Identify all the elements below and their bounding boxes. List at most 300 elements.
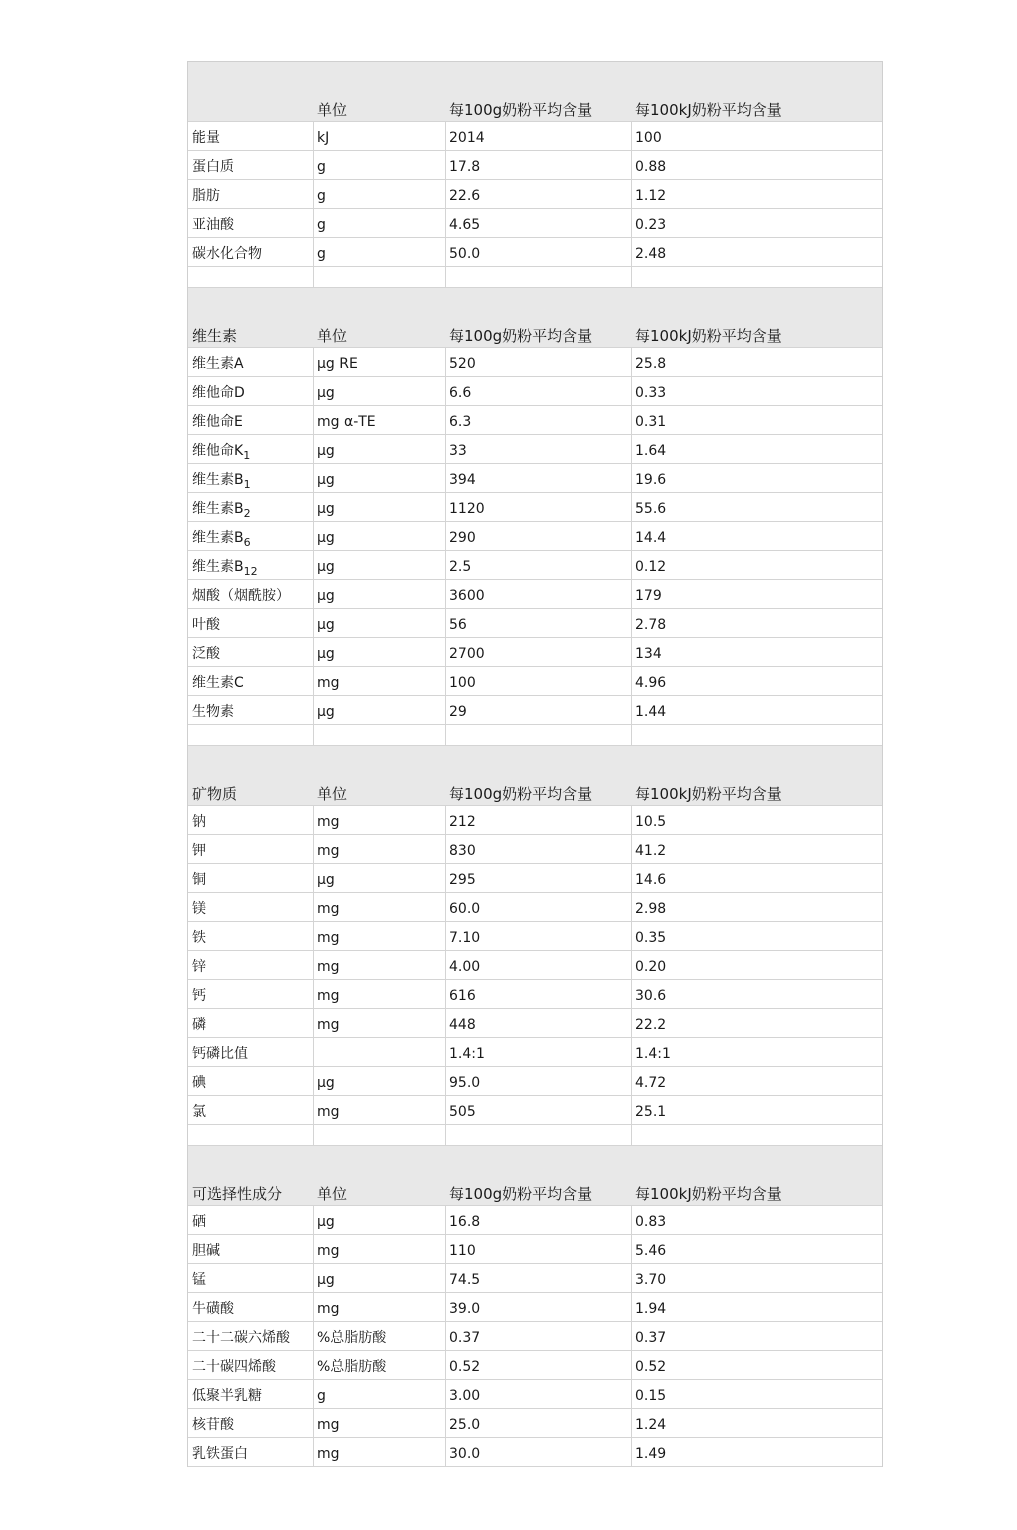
value-cell: 6.3 [449,414,472,430]
unit-cell: μg [317,559,335,575]
value-cell: 830 [449,843,476,859]
header-cell: 单位 [317,101,348,119]
column-divider [313,238,314,266]
column-divider [631,406,632,434]
column-divider [313,1293,314,1321]
column-divider [631,180,632,208]
column-divider [631,348,632,376]
column-divider [313,493,314,521]
table-row [188,835,882,864]
column-divider [445,238,446,266]
table-row [188,1380,882,1409]
unit-cell: mg [317,930,340,946]
value-cell: 17.8 [449,159,481,175]
header-cell: 每100kJ奶粉平均含量 [635,101,782,119]
column-divider [313,580,314,608]
unit-cell: g [317,1388,326,1404]
value-cell: 394 [449,472,476,488]
column-divider [631,806,632,834]
column-divider [313,180,314,208]
nutrient-name: 亚油酸 [192,217,234,233]
value-cell: 4.72 [635,1075,667,1091]
nutrient-name: 核苷酸 [192,1417,234,1433]
table-row [188,1438,882,1467]
column-divider [313,696,314,724]
unit-cell: μg [317,443,335,459]
column-divider [631,1096,632,1124]
table-row [188,435,882,464]
value-cell: 212 [449,814,476,830]
table-row [188,1322,882,1351]
column-divider [445,267,446,287]
value-cell: 25.8 [635,356,667,372]
column-divider [631,580,632,608]
table-row [188,1067,882,1096]
column-divider [631,267,632,287]
header-cell: 单位 [317,327,348,345]
column-divider [631,209,632,237]
value-cell: 3600 [449,588,485,604]
unit-cell: μg [317,530,335,546]
spacer-row [188,267,882,288]
column-divider [631,1125,632,1145]
table-row [188,1235,882,1264]
value-cell: 22.2 [635,1017,667,1033]
table-row [188,980,882,1009]
table-row [188,893,882,922]
column-divider [313,922,314,950]
table-row [188,151,882,180]
unit-cell: μg [317,872,335,888]
unit-cell: μg RE [317,356,358,372]
value-cell: 0.83 [635,1214,667,1230]
column-divider [313,435,314,463]
table-row [188,1409,882,1438]
column-divider [631,1206,632,1234]
value-cell: 0.52 [449,1359,481,1375]
column-divider [445,806,446,834]
value-cell: 6.6 [449,385,472,401]
value-cell: 39.0 [449,1301,481,1317]
column-divider [631,864,632,892]
column-divider [313,980,314,1008]
column-divider [313,1322,314,1350]
unit-cell: mg [317,1243,340,1259]
column-divider [631,1293,632,1321]
column-divider [445,667,446,695]
nutrient-name: 硒 [192,1214,206,1230]
table-row [188,1096,882,1125]
unit-cell: μg [317,1214,335,1230]
value-cell: 1.64 [635,443,667,459]
column-divider [445,151,446,179]
header-cell: 可选择性成分 [192,1185,283,1203]
column-divider [631,151,632,179]
column-divider [445,1351,446,1379]
value-cell: 134 [635,646,662,662]
column-divider [313,151,314,179]
column-divider [313,522,314,550]
column-divider [631,1235,632,1263]
value-cell: 0.88 [635,159,667,175]
column-divider [313,406,314,434]
nutrient-name: 生物素 [192,704,234,720]
value-cell: 4.65 [449,217,481,233]
nutrient-name: 维生素$B_2$ [192,501,251,520]
value-cell: 100 [635,130,662,146]
column-divider [445,435,446,463]
unit-cell: mg [317,1301,340,1317]
value-cell: 1.4:1 [449,1046,485,1062]
table-row [188,238,882,267]
column-divider [631,464,632,492]
nutrient-name: 磷 [192,1017,206,1033]
value-cell: 0.12 [635,559,667,575]
column-divider [445,1096,446,1124]
value-cell: 448 [449,1017,476,1033]
header-cell: 每100kJ奶粉平均含量 [635,785,782,803]
column-divider [445,696,446,724]
column-divider [445,493,446,521]
column-divider [631,122,632,150]
nutrient-name: 碳水化合物 [192,246,262,262]
column-divider [445,835,446,863]
nutrient-name: 维生素$B_1$ [192,472,251,491]
value-cell: 295 [449,872,476,888]
header-cell: 单位 [317,785,348,803]
spacer-row [188,1125,882,1146]
nutrient-name: 维生素$B_{12}$ [192,559,258,578]
column-divider [445,1067,446,1095]
value-cell: 2.48 [635,246,667,262]
value-cell: 25.0 [449,1417,481,1433]
column-divider [445,348,446,376]
spacer-row [188,725,882,746]
table-row [188,1206,882,1235]
value-cell: 1.44 [635,704,667,720]
header-cell: 单位 [317,1185,348,1203]
column-divider [445,1380,446,1408]
column-divider [313,806,314,834]
unit-cell: mg [317,1017,340,1033]
column-divider [313,1067,314,1095]
column-divider [313,864,314,892]
value-cell: 60.0 [449,901,481,917]
table-row [188,638,882,667]
value-cell: 10.5 [635,814,667,830]
table-row [188,1038,882,1067]
table-row [188,377,882,406]
nutrient-name: 能量 [192,130,220,146]
column-divider [313,377,314,405]
nutrition-table [187,61,883,1467]
value-cell: 1.12 [635,188,667,204]
nutrient-name: 脂肪 [192,188,220,204]
column-divider [631,1351,632,1379]
nutrient-name: 乳铁蛋白 [192,1446,248,1462]
value-cell: 41.2 [635,843,667,859]
value-cell: 7.10 [449,930,481,946]
column-divider [631,1009,632,1037]
column-divider [313,951,314,979]
value-cell: 1.24 [635,1417,667,1433]
value-cell: 179 [635,588,662,604]
column-divider [445,209,446,237]
column-divider [313,638,314,666]
column-divider [631,522,632,550]
nutrient-name: 维生素C [192,675,244,691]
unit-cell: g [317,246,326,262]
nutrient-name: 二十碳四烯酸 [192,1359,276,1375]
column-divider [313,1125,314,1145]
column-divider [313,122,314,150]
column-divider [445,638,446,666]
nutrient-name: 钙 [192,988,206,1004]
unit-cell: g [317,159,326,175]
column-divider [445,1264,446,1292]
unit-cell: mg [317,901,340,917]
unit-cell: g [317,188,326,204]
header-cell: 每100g奶粉平均含量 [449,101,593,119]
unit-cell: mg α-TE [317,414,376,430]
column-divider [445,1125,446,1145]
header-cell: 每100kJ奶粉平均含量 [635,327,782,345]
nutrient-name: 铜 [192,872,206,888]
table-row [188,609,882,638]
nutrient-name: 锰 [192,1272,206,1288]
nutrient-name: 泛酸 [192,646,220,662]
value-cell: 2700 [449,646,485,662]
column-divider [631,435,632,463]
value-cell: 2.5 [449,559,472,575]
column-divider [631,951,632,979]
value-cell: 3.70 [635,1272,667,1288]
unit-cell: mg [317,814,340,830]
column-divider [445,406,446,434]
table-row [188,122,882,151]
column-divider [313,209,314,237]
table-row [188,1351,882,1380]
value-cell: 3.00 [449,1388,481,1404]
unit-cell: g [317,217,326,233]
nutrient-name: 维他命D [192,385,245,401]
table-row [188,406,882,435]
column-divider [313,893,314,921]
nutrient-name: 锌 [192,959,206,975]
value-cell: 0.37 [635,1330,667,1346]
value-cell: 2.78 [635,617,667,633]
value-cell: 520 [449,356,476,372]
unit-cell: μg [317,617,335,633]
nutrient-name: 铁 [192,930,206,946]
column-divider [445,922,446,950]
column-divider [445,377,446,405]
value-cell: 25.1 [635,1104,667,1120]
nutrient-name: 维生素$B_6$ [192,530,251,549]
column-divider [313,1438,314,1466]
column-divider [445,180,446,208]
table-row [188,580,882,609]
value-cell: 16.8 [449,1214,481,1230]
unit-cell: mg [317,959,340,975]
column-divider [445,725,446,745]
table-row [188,667,882,696]
value-cell: 616 [449,988,476,1004]
value-cell: 30.0 [449,1446,481,1462]
column-divider [631,922,632,950]
value-cell: 29 [449,704,467,720]
column-divider [631,1038,632,1066]
column-divider [313,1206,314,1234]
value-cell: 1.94 [635,1301,667,1317]
unit-cell: μg [317,1075,335,1091]
column-divider [631,551,632,579]
column-divider [445,864,446,892]
column-divider [631,1409,632,1437]
column-divider [631,980,632,1008]
column-divider [313,1038,314,1066]
value-cell: 50.0 [449,246,481,262]
column-divider [631,1438,632,1466]
column-divider [445,1206,446,1234]
column-divider [313,609,314,637]
column-divider [445,1009,446,1037]
value-cell: 74.5 [449,1272,481,1288]
value-cell: 0.35 [635,930,667,946]
column-divider [313,551,314,579]
value-cell: 4.00 [449,959,481,975]
value-cell: 110 [449,1243,476,1259]
table-row [188,1264,882,1293]
unit-cell: μg [317,1272,335,1288]
column-divider [445,893,446,921]
column-divider [445,951,446,979]
header-cell: 每100g奶粉平均含量 [449,327,593,345]
value-cell: 95.0 [449,1075,481,1091]
table-row [188,922,882,951]
column-divider [313,1009,314,1037]
unit-cell: mg [317,1104,340,1120]
value-cell: 1.49 [635,1446,667,1462]
nutrient-name: 低聚半乳糖 [192,1388,262,1404]
table-row [188,464,882,493]
column-divider [631,1067,632,1095]
column-divider [313,1096,314,1124]
column-divider [313,267,314,287]
value-cell: 1.4:1 [635,1046,671,1062]
unit-cell: mg [317,988,340,1004]
header-cell: 维生素 [192,327,238,345]
column-divider [631,835,632,863]
table-row [188,493,882,522]
unit-cell: μg [317,501,335,517]
unit-cell: μg [317,704,335,720]
table-row [188,551,882,580]
table-row [188,1009,882,1038]
value-cell: 290 [449,530,476,546]
value-cell: 14.6 [635,872,667,888]
table-row [188,806,882,835]
column-divider [445,522,446,550]
table-row [188,522,882,551]
value-cell: 0.31 [635,414,667,430]
nutrient-name: 镁 [192,901,206,917]
column-divider [445,464,446,492]
value-cell: 0.23 [635,217,667,233]
column-divider [445,609,446,637]
unit-cell: %总脂肪酸 [317,1330,387,1346]
column-divider [631,1264,632,1292]
table-row [188,209,882,238]
table-row [188,696,882,725]
unit-cell: %总脂肪酸 [317,1359,387,1375]
nutrient-name: 维他命E [192,414,243,430]
nutrient-name: 钠 [192,814,206,830]
column-divider [631,609,632,637]
nutrient-name: 钾 [192,843,206,859]
value-cell: 30.6 [635,988,667,1004]
unit-cell: mg [317,1446,340,1462]
column-divider [445,1235,446,1263]
section-header [188,62,882,122]
value-cell: 0.37 [449,1330,481,1346]
header-cell: 每100g奶粉平均含量 [449,1185,593,1203]
column-divider [313,725,314,745]
column-divider [313,835,314,863]
column-divider [445,1409,446,1437]
value-cell: 2014 [449,130,485,146]
table-row [188,348,882,377]
value-cell: 56 [449,617,467,633]
column-divider [631,1322,632,1350]
column-divider [445,980,446,1008]
value-cell: 14.4 [635,530,667,546]
column-divider [445,580,446,608]
unit-cell: mg [317,1417,340,1433]
value-cell: 0.20 [635,959,667,975]
column-divider [313,1409,314,1437]
column-divider [631,377,632,405]
value-cell: 5.46 [635,1243,667,1259]
value-cell: 100 [449,675,476,691]
unit-cell: μg [317,646,335,662]
header-cell: 每100g奶粉平均含量 [449,785,593,803]
column-divider [631,696,632,724]
value-cell: 4.96 [635,675,667,691]
table-row [188,864,882,893]
column-divider [631,1380,632,1408]
nutrient-name: 钙磷比值 [192,1046,248,1062]
value-cell: 0.52 [635,1359,667,1375]
nutrient-name: 碘 [192,1075,206,1091]
nutrient-name: 蛋白质 [192,159,234,175]
unit-cell: μg [317,472,335,488]
column-divider [445,551,446,579]
nutrient-name: 烟酸（烟酰胺） [192,588,290,604]
value-cell: 19.6 [635,472,667,488]
column-divider [313,1351,314,1379]
table-row [188,180,882,209]
unit-cell: μg [317,385,335,401]
column-divider [631,725,632,745]
column-divider [631,638,632,666]
column-divider [445,1293,446,1321]
unit-cell [317,1038,445,1066]
value-cell: 22.6 [449,188,481,204]
unit-cell: mg [317,843,340,859]
nutrient-name: 二十二碳六烯酸 [192,1330,290,1346]
nutrient-name: 牛磺酸 [192,1301,234,1317]
